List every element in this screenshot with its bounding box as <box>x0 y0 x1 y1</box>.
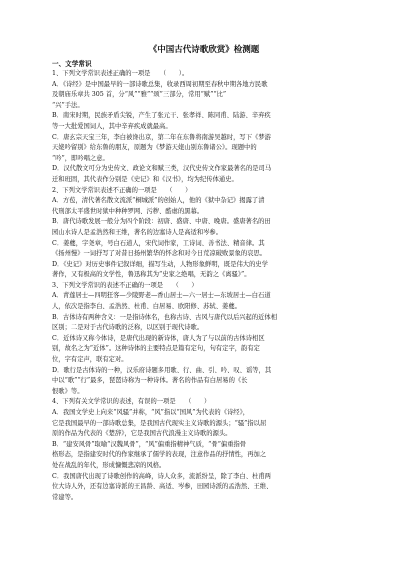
text-line: A．青莲居士—四明狂客—少陵野老—香山居士—六一居士—东坡居士—白石道 <box>52 292 271 300</box>
text-line: 迁和班固，其代表作分别是《史记》和《汉书》，均为纪传体通史。 <box>52 175 238 183</box>
text-line: C．近体诗又称今体诗，是唐代出现的新诗体，唐人为了与以前的古体诗相区 <box>52 334 265 342</box>
text-line: 中以“歌”“行”最多，琵琶诗称为一种诗体。著名的作品有白居易的《长 <box>52 377 248 385</box>
text-line: 2、下列文学常识表述不正确的一项是 （ ） <box>52 186 192 194</box>
text-line: D．《史记》对历史事件记叙详细，描写生动，人物形象鲜明，既是伟大的史学 <box>52 260 268 268</box>
text-line: 它是我国最早的一部诗歌总集，是我国古代现实主义诗歌的源头；“骚”指以屈 <box>52 419 267 427</box>
text-line: 常建等。 <box>52 493 78 501</box>
text-line: 园山水诗人是孟浩然和王维，著名的边塞诗人是高适和岑参。 <box>52 228 223 236</box>
page-title: 《中国古代诗歌欣赏》检测题 <box>148 45 260 55</box>
section-heading: 一、文学常识 <box>52 60 92 68</box>
text-line: 人，依次是指李白、孟浩然、杜甫、白居易、欧阳修、苏轼、姜夔。 <box>52 303 241 311</box>
text-line: A．我国文学史上向来“风骚”并称，“风”指以“国风”为代表的《诗经》， <box>52 409 250 416</box>
text-line: C．我国唐代出现了诗歌创作的高峰，诗人众多，流派纷呈，除了李白、杜甫两 <box>52 472 271 480</box>
text-line: 位，字有定声，联有定对。 <box>52 356 128 364</box>
text-line: 处在战乱的年代，形成慷慨悲凉的风格。 <box>52 461 166 469</box>
text-line: C．唐玄宗天宝三年，李白被谗出京，第二年在东鲁将南游吴越时，写下《梦游 <box>52 133 271 141</box>
text-line: B．唐代诗歌发展一般分为四个阶段：初唐、盛唐、中唐、晚唐。盛唐著名的田 <box>52 218 271 226</box>
text-line: 原的作品为代表的《楚辞》，它是我国古代浪漫主义诗歌的源头。 <box>52 430 232 438</box>
text-line: 区别；二是对于古代诗歌的泛称，以区别于现代诗歌。 <box>52 324 204 332</box>
text-line: 位大诗人外，还有边塞诗派的王昌龄、高适、岑参，田园诗派的孟浩然、王维、 <box>52 483 273 491</box>
text-line: 1、下列文学常识表述正确的一项是 （ ）。 <box>52 70 189 77</box>
text-line: 著作，又有极高的文学性，鲁迅称其为“史家之绝唱，无韵之《离骚》”。 <box>52 271 251 279</box>
question-body <box>52 69 356 503</box>
text-line: 及朝庙乐章共 305 首，分“风”“雅”“颂”三部分，常用“赋”“比” <box>52 91 227 99</box>
text-line: 3、下列文学常识的表述不正确的一项是 （ ） <box>52 281 198 289</box>
text-line: 天姥吟留别》给东鲁的朋友，原题为《梦游天姥山别东鲁诸公》。现题中的 <box>52 144 257 152</box>
text-line: 别，故名之为“近体”。这种诗体的主要特点是篇有定句，句有定字，韵有定 <box>52 345 260 353</box>
text-line: A．《诗经》是中国最早的一部诗歌总集，收录西周初期至春秋中期各地方民歌 <box>52 80 268 88</box>
text-line: A．方苞，清代著名散文流派“桐城派”的创始人，他的《狱中杂记》揭露了清 <box>52 197 265 205</box>
text-line: “兴”手法。 <box>52 101 84 109</box>
text-line: 恨歌》等。 <box>52 387 84 395</box>
text-line: 4、下列有关文学常识的表述，有误的一项是 （ ） <box>52 398 211 406</box>
text-line: C．姜夔，字尧章，号白石道人，宋代词作家，工诗词、善书法、精音律。其 <box>52 239 265 247</box>
text-line: B．“建安风骨”取喻“汉魏风骨”，“风”偏重指精神气质，“骨”偏重指骨 <box>52 440 247 448</box>
text-line: D．汉代散文可分为史传文、政论文和赋三类，汉代史传文作家最著名的是司马 <box>52 165 272 173</box>
text-line: 等一大批爱国词人，其中辛弃疾成就最高。 <box>52 122 172 130</box>
text-line: D．歌行是古体诗的一种，汉乐府诗题多用歌、行、曲、引、吟、叹、谣等，其 <box>52 366 272 374</box>
text-line: 代刑部太平盛世时狱中种种罗网、污秽、酷虐的黑幕。 <box>52 207 204 215</box>
text-line: 格形态，是指建安时代的作家继承了儒学的表现，注意作品的抒情性，再加之 <box>52 451 267 459</box>
text-line: “吟”，即吟唱之意。 <box>52 154 109 162</box>
text-line: 《扬州慢》一词抒写了对昔日扬州繁华的怀念和对今日荒凉破败景象的哀思。 <box>52 250 267 258</box>
text-line: B．南宋时期，民族矛盾尖锐，产生了张元干、张孝祥、陈同甫、陆游、辛弃疾 <box>52 112 271 120</box>
text-line: B．古体诗有两种含义：一是指诗体名，也称古诗、古风与唐代以后兴起的近体相 <box>52 313 278 321</box>
